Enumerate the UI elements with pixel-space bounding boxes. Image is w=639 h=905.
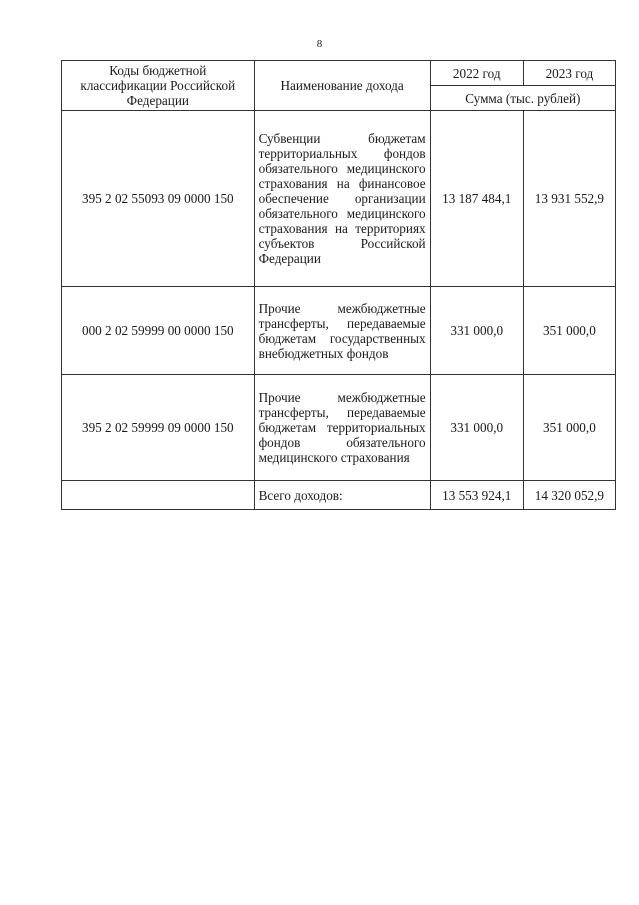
row-code: 000 2 02 59999 00 0000 150: [62, 287, 255, 375]
page-number: 8: [316, 38, 323, 50]
row-value-2022: 331 000,0: [430, 287, 523, 375]
total-label: Всего доходов:: [254, 481, 430, 510]
budget-income-table: [61, 60, 616, 510]
header-year-2023: 2023 год: [523, 61, 615, 86]
row-value-2023: 351 000,0: [523, 375, 615, 481]
total-empty-cell: [62, 481, 255, 510]
table-row: [62, 287, 616, 375]
row-value-2023: 351 000,0: [523, 287, 615, 375]
total-value-2022: 13 553 924,1: [430, 481, 523, 510]
header-amount: Сумма (тыс. рублей): [430, 86, 615, 111]
row-name: Субвенции бюджетам территориальных фондов обязательного медицинского страхования на финансовое обеспечение организации обязательного медицинского страхования на территориях субъектов Российской Федерации: [254, 111, 430, 287]
row-code: 395 2 02 59999 09 0000 150: [62, 375, 255, 481]
row-name: Прочие межбюджетные трансферты, передаваемые бюджетам территориальных фондов обязательного медицинского страхования: [254, 375, 430, 481]
total-row: [62, 481, 616, 510]
table-row: [62, 111, 616, 287]
row-value-2022: 331 000,0: [430, 375, 523, 481]
header-code: Коды бюджетной классификации Российской Федерации: [62, 61, 255, 111]
row-value-2022: 13 187 484,1: [430, 111, 523, 287]
header-name: Наименование дохода: [254, 61, 430, 111]
total-value-2023: 14 320 052,9: [523, 481, 615, 510]
table-row: [62, 375, 616, 481]
row-code: 395 2 02 55093 09 0000 150: [62, 111, 255, 287]
header-year-2022: 2022 год: [430, 61, 523, 86]
row-name: Прочие межбюджетные трансферты, передаваемые бюджетам государственных внебюджетных фондов: [254, 287, 430, 375]
row-value-2023: 13 931 552,9: [523, 111, 615, 287]
